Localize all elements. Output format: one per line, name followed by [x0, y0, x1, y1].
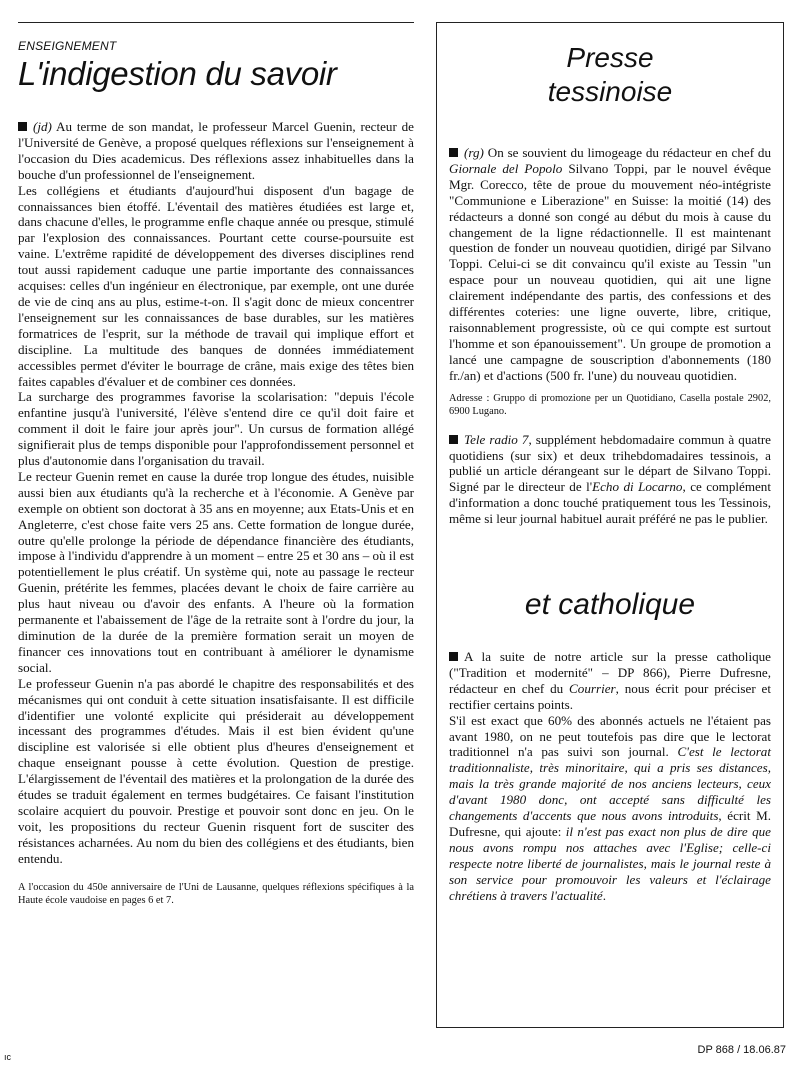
paragraph-1: (jd) Au terme de son mandat, le professeur Marcel Guenin, recteur de l'Université de Genève, a proposé quelques réflexions sur l'enseignement à l'occasion du Dies academicus. Des réflexions assez inhabituelles dans la bouche d'un professionnel de l'enseignement.: [18, 119, 414, 182]
catholique-paragraph-2: S'il est exact que 60% des abonnés actuels ne l'étaient pas avant 1980, on ne peut toutefois pas dire que le lectorat traditionnel n'a pas suivi son journal. C'est le lectorat traditionnaliste, très minoritaire, qui a pris ses distances, mais la très grande majorité de nos anciens lecteurs, ceux d'avant 1980 donc, ont accepté sans difficulté les changements d'accents que nous avons introduits, écrit M. Dufresne, qui ajoute: il n'est pas exact non plus de dire que nous avons rompu nos attaches avec l'Eglise; celle-ci respecte notre liberté de journalistes, mais le journal reste à son service pour promouvoir les valeurs et l'éclairage chrétiens à travers l'actualité.: [449, 712, 771, 903]
square-bullet-icon: [449, 435, 458, 444]
article-title: L'indigestion du savoir: [18, 55, 337, 92]
square-bullet-icon: [18, 122, 27, 131]
presse-title-line1: Presse: [566, 42, 654, 73]
presse-address: Adresse : Gruppo di promozione per un Quotidiano, Casella postale 2902, 6900 Lugano.: [449, 392, 771, 417]
article-body: [18, 119, 414, 867]
right-box: [436, 22, 784, 1028]
catholique-body: [449, 649, 771, 904]
square-bullet-icon: [449, 652, 458, 661]
catholique-paragraph-1: A la suite de notre article sur la presse catholique ("Tradition et modernité" – DP 866), Pierre Dufresne, rédacteur en chef du Courrier, nous écrit pour préciser et rectifier certains points.: [449, 649, 771, 712]
top-rule: [18, 22, 414, 23]
paragraph-3: La surcharge des programmes favorise la scolarisation: "depuis l'école enfantine jusqu'à l'université, l'élève s'entend dire ce qu'il doit faire et comment il doit le faire jour après jour". Un cursus de formation allégé signifierait plus de temps disponible pour l'approfondissement personnel et plus d'autonomie dans l'organisation du travail.: [18, 389, 414, 469]
page-footer: DP 868 / 18.06.87: [697, 1044, 786, 1056]
presse-body: [449, 145, 771, 384]
paragraph-4: Le recteur Guenin remet en cause la durée trop longue des études, nuisible aussi bien aux étudiants qu'à la recherche et à l'économie. A Genève par exemple on obtient son doctorat à 35 ans en moyenne; aux Etats-Unis et en Angleterre, c'est chose faite vers 25 ans. Cette formation de longue durée, outre qu'elle prolonge la période de dépendance financière des étudiants, impose à l'individu d'apprendre à un moment – entre 25 et 30 ans – où il est potentiellement le plus créatif. Un système qui, note au passage le recteur Guenin, prétérite les femmes, placées devant le choix de faire carrière au plus haut niveau ou d'avoir des enfants. A l'heure où la formation permanente et l'abaissement de l'âge de la retraite sont à l'ordre du jour, la diminution de la durée de la première formation serait un moyen de financer ces innovations tout en contribuant à améliorer le dynamisme social.: [18, 468, 414, 675]
left-article: [18, 22, 414, 907]
page-mark: ıc: [4, 1052, 12, 1062]
square-bullet-icon: [449, 148, 458, 157]
section-kicker: ENSEIGNEMENT: [18, 39, 117, 53]
catholique-title: et catholique: [524, 588, 696, 622]
paragraph-2: Les collégiens et étudiants d'aujourd'hui disposent d'un bagage de connaissances bien étoffé. L'éventail des matières étudiées est large et, dans chacune d'elles, le programme enfle chaque année ou presque, stimulé par l'explosion des connaissances. Pourtant cette course-poursuite est vaine. L'extrême rapidité de développement des diverses disciplines rend tout aussi rapidement caduque une partie importante des connaissances acquises: celles d'un ingénieur en électronique, par exemple, ont une durée de vie de cinq ans au plus, estime-t-on. Il s'agit donc de mieux concentrer l'enseignement sur les connaissances de base durables, sur les matières formatrices de l'esprit, sur la méthode de travail qui implique effort et discipline. La multitude des banques de données immédiatement accessibles permet d'éviter le bourrage de crâne, mais exige des têtes bien faites capables d'évaluer et de combiner ces données.: [18, 182, 414, 389]
presse-paragraph-1: (rg) On se souvient du limogeage du rédacteur en chef du Giornale del Popolo Silvano Toppi, par le nouvel évêque Mgr. Corecco, tête de proue du mouvement néo-intégriste "Communione e Liberazione" en Suisse: la moitié (14) des rédacteurs a donné son congé au début du mois à cause du changement de la ligne rédactionnelle. Il est maintenant question de fonder un nouveau quotidien, dirigé par Silvano Toppi. Celui-ci se dit convaincu qu'il existe au Tessin "un espace pour un nouveau quotidien, qui ait une ligne clairement indépendante des partis, des confessions et des différentes coteries: une ligne ouverte, libre, critique, raisonnablement progressiste, où ce qui compte est surtout l'homme et son épanouissement". Un groupe de promotion a lancé une campagne de souscription d'abonnements (180 fr./an) et d'actions (500 fr. l'une) du nouveau quotidien.: [449, 145, 771, 383]
paragraph-5: Le professeur Guenin n'a pas abordé le chapitre des responsabilités et des mécanismes qui ont conduit à cette situation insatisfaisante. Il est difficile d'identifier une volonté explicite qui présiderait au développement incessant des programmes d'études. Mais il est bien évident qu'une discipline est valorisée si elle obtient plus d'heures d'enseignement et chaque enseignant pousse à cette évolution. Question de prestige. L'élargissement de l'éventail des matières et la prolongation de la durée des études se traduit également en termes budgétaires. Ce faisant l'institution scolaire acquiert du pouvoir. Prestige et pouvoir sont donc en jeu. On le voit, les propositions du recteur Guenin risquent fort de susciter des résistances acharnées. Au nom du bien des collégiens et des étudiants, bien entendu.: [18, 675, 414, 866]
right-box-content: [449, 23, 771, 904]
footnote: A l'occasion du 450e anniversaire de l'Uni de Lausanne, quelques réflexions spécifiques à la Haute école vaudoise en pages 6 et 7.: [18, 881, 414, 906]
presse-title-line2: tessinoise: [547, 76, 673, 107]
byline: (jd): [33, 119, 52, 134]
presse-paragraph-2: Tele radio 7, supplément hebdomadaire commun à quatre quotidiens (sur six) et deux trihebdomadaires tessinois, a publié un article dérangeant sur le départ de Silvano Toppi. Signé par le directeur de l'Echo di Locarno, ce complément d'information a donc touché pratiquement tous les Tessinois, même si leur journal habituel aurait préféré ne pas le publier.: [449, 431, 771, 527]
